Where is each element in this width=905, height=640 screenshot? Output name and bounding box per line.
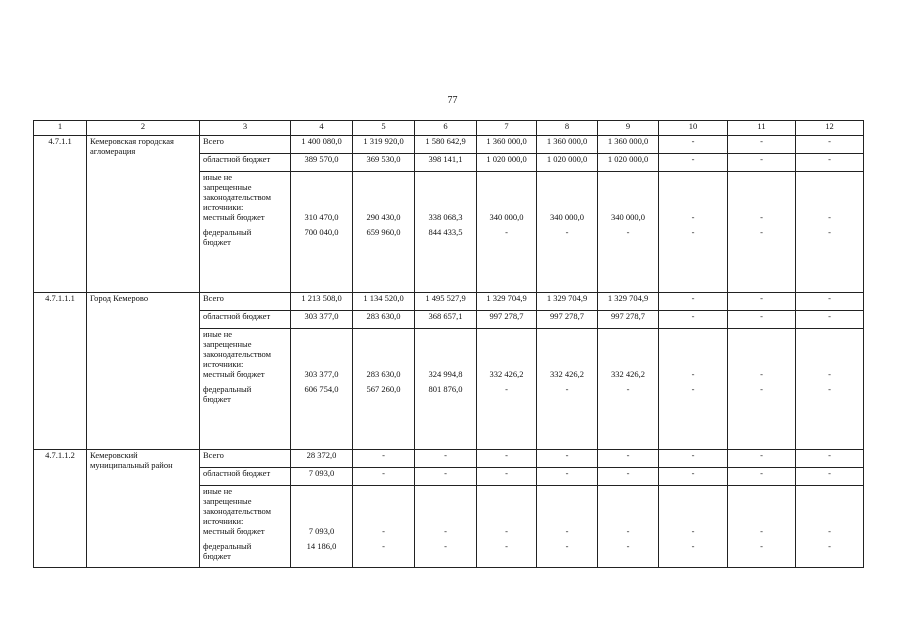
item-name: Кемеровская городская агломерация: [87, 136, 200, 293]
cell-value: -: [598, 450, 659, 468]
cell-value: -: [477, 450, 537, 468]
spacer: [601, 330, 655, 340]
source-label: Всего: [200, 136, 291, 154]
cell-value-group: [415, 329, 477, 450]
cell-value: -: [353, 450, 415, 468]
spacer: [294, 507, 349, 517]
spacer: [731, 497, 792, 507]
cell-value: 1 319 920,0: [353, 136, 415, 154]
cell-value-group: [291, 172, 353, 293]
column-header: 10: [659, 121, 728, 136]
spacer: [356, 330, 411, 340]
local-budget-value: 7 093,0: [308, 526, 335, 536]
table-body: [34, 121, 864, 568]
cell-value-group: [796, 486, 864, 568]
spacer: [540, 173, 594, 183]
spacer: [540, 487, 594, 497]
local-budget-value: 332 426,2: [550, 369, 584, 379]
cell-value: 1 213 508,0: [291, 293, 353, 311]
cell-value-group: [415, 486, 477, 568]
cell-value: -: [659, 450, 728, 468]
federal-budget-label: федеральный: [203, 227, 252, 237]
column-header: 12: [796, 121, 864, 136]
spacer: [799, 350, 860, 360]
spacer: [418, 350, 473, 360]
cell-value-group: [796, 329, 864, 450]
local-budget-value: -: [505, 526, 508, 536]
federal-budget-value: -: [691, 541, 695, 551]
federal-budget-label: федеральный: [203, 384, 252, 394]
spacer: [799, 497, 860, 507]
spacer: [418, 497, 473, 507]
spacer: [601, 507, 655, 517]
source-label: областной бюджет: [200, 154, 291, 172]
cell-value: -: [659, 311, 728, 329]
cell-value: 1 360 000,0: [598, 136, 659, 154]
local-budget-value: -: [626, 526, 630, 536]
federal-budget-value: 801 876,0: [428, 384, 463, 394]
federal-budget-value: -: [565, 541, 569, 551]
spacer: [540, 350, 594, 360]
other-sources-label: законодательством: [203, 192, 272, 202]
spacer: [601, 487, 655, 497]
cell-value-group: [728, 172, 796, 293]
spacer: [540, 193, 594, 203]
federal-budget-value: -: [382, 541, 385, 551]
cell-value-group: [477, 486, 537, 568]
spacer: [662, 193, 724, 203]
federal-budget-value: -: [828, 384, 831, 394]
spacer: [799, 340, 860, 350]
other-sources-label: источники:: [203, 516, 244, 526]
local-budget-value: 310 470,0: [304, 212, 339, 222]
local-budget-value: 340 000,0: [489, 212, 524, 222]
cell-value-group: [598, 329, 659, 450]
spacer: [356, 350, 411, 360]
local-budget-value: 340 000,0: [550, 212, 584, 222]
cell-value: 7 093,0: [291, 468, 353, 486]
cell-value-group: [353, 486, 415, 568]
row-total: [34, 293, 864, 311]
source-label-group: [200, 329, 291, 450]
spacer: [294, 487, 349, 497]
spacer: [662, 183, 724, 193]
cell-value-group: [353, 172, 415, 293]
cell-value: 1 495 527,9: [415, 293, 477, 311]
spacer: [540, 183, 594, 193]
cell-value: 997 278,7: [477, 311, 537, 329]
federal-budget-value: -: [626, 541, 630, 551]
cell-value: 1 329 704,9: [537, 293, 598, 311]
cell-value: 1 329 704,9: [598, 293, 659, 311]
source-label: областной бюджет: [200, 311, 291, 329]
spacer: [294, 497, 349, 507]
local-budget-value: -: [691, 369, 695, 379]
cell-value: -: [796, 154, 864, 172]
spacer: [480, 487, 533, 497]
spacer: [480, 507, 533, 517]
source-label: Всего: [200, 293, 291, 311]
local-budget-value: -: [565, 526, 569, 536]
federal-budget-value: -: [505, 541, 508, 551]
spacer: [356, 193, 411, 203]
header-row: [34, 121, 864, 136]
federal-budget-value: -: [505, 227, 508, 237]
federal-budget-value: 14 186,0: [306, 541, 337, 551]
spacer: [662, 173, 724, 183]
cell-value: 997 278,7: [598, 311, 659, 329]
spacer: [418, 340, 473, 350]
spacer: [662, 507, 724, 517]
federal-budget-value: -: [626, 384, 630, 394]
cell-value: -: [728, 136, 796, 154]
other-sources-label: иные не: [203, 172, 233, 182]
page-number: 77: [447, 95, 458, 106]
spacer: [799, 183, 860, 193]
column-header: 3: [200, 121, 291, 136]
spacer: [601, 173, 655, 183]
cell-value: -: [728, 450, 796, 468]
other-sources-label: запрещенные: [203, 339, 252, 349]
spacer: [601, 350, 655, 360]
spacer: [480, 330, 533, 340]
column-header: 1: [34, 121, 87, 136]
local-budget-value: 324 994,8: [428, 369, 463, 379]
cell-value: -: [537, 468, 598, 486]
federal-budget-value: 659 960,0: [366, 227, 401, 237]
cell-value-group: [537, 329, 598, 450]
local-budget-label: местный бюджет: [203, 369, 265, 379]
federal-budget-value: -: [565, 384, 569, 394]
spacer: [356, 497, 411, 507]
spacer: [356, 487, 411, 497]
local-budget-value: -: [760, 526, 763, 536]
local-budget-value: 340 000,0: [611, 212, 645, 222]
cell-value-group: [291, 486, 353, 568]
local-budget-value: -: [828, 212, 831, 222]
federal-budget-value: 844 433,5: [428, 227, 463, 237]
local-budget-value: 290 430,0: [366, 212, 401, 222]
local-budget-value: -: [760, 212, 763, 222]
cell-value: 1 020 000,0: [598, 154, 659, 172]
cell-value: -: [477, 468, 537, 486]
cell-value: -: [659, 293, 728, 311]
other-sources-label: запрещенные: [203, 496, 252, 506]
spacer: [799, 173, 860, 183]
spacer: [294, 183, 349, 193]
federal-budget-value: -: [691, 384, 695, 394]
spacer: [799, 507, 860, 517]
cell-value: 1 400 080,0: [291, 136, 353, 154]
cell-value: 368 657,1: [415, 311, 477, 329]
federal-budget-value: -: [760, 384, 763, 394]
cell-value: -: [796, 468, 864, 486]
spacer: [294, 193, 349, 203]
federal-budget-value: -: [626, 227, 630, 237]
spacer: [799, 487, 860, 497]
source-label-group: [200, 172, 291, 293]
other-sources-label: иные не: [203, 486, 233, 496]
cell-value: 28 372,0: [291, 450, 353, 468]
spacer: [418, 173, 473, 183]
spacer: [294, 340, 349, 350]
spacer: [356, 183, 411, 193]
spacer: [356, 173, 411, 183]
local-budget-value: -: [828, 526, 831, 536]
spacer: [418, 487, 473, 497]
other-sources-label: источники:: [203, 202, 244, 212]
other-sources-label: законодательством: [203, 349, 272, 359]
cell-value: -: [415, 468, 477, 486]
column-header: 8: [537, 121, 598, 136]
cell-value-group: [353, 329, 415, 450]
row-total: [34, 450, 864, 468]
cell-value: -: [796, 293, 864, 311]
spacer: [662, 487, 724, 497]
cell-value: -: [796, 450, 864, 468]
local-budget-value: 303 377,0: [304, 369, 339, 379]
source-label-group: [200, 486, 291, 568]
federal-budget-value: -: [828, 541, 831, 551]
spacer: [480, 340, 533, 350]
spacer: [601, 183, 655, 193]
spacer: [356, 340, 411, 350]
cell-value: -: [796, 311, 864, 329]
cell-value: -: [728, 468, 796, 486]
spacer: [418, 183, 473, 193]
cell-value: 1 020 000,0: [537, 154, 598, 172]
spacer: [540, 507, 594, 517]
local-budget-value: -: [691, 526, 695, 536]
federal-budget-value: -: [760, 541, 763, 551]
cell-value: -: [537, 450, 598, 468]
column-header: 7: [477, 121, 537, 136]
spacer: [731, 507, 792, 517]
cell-value-group: [291, 329, 353, 450]
spacer: [480, 183, 533, 193]
item-name: Город Кемерово: [87, 293, 200, 450]
other-sources-label: источники:: [203, 359, 244, 369]
cell-value: -: [598, 468, 659, 486]
other-sources-label: законодательством: [203, 506, 272, 516]
cell-value: 997 278,7: [537, 311, 598, 329]
column-header: 6: [415, 121, 477, 136]
local-budget-value: -: [828, 369, 831, 379]
item-name: Кемеровский муниципальный район: [87, 450, 200, 568]
spacer: [294, 350, 349, 360]
cell-value-group: [598, 172, 659, 293]
spacer: [799, 193, 860, 203]
cell-value: 283 630,0: [353, 311, 415, 329]
spacer: [662, 330, 724, 340]
spacer: [480, 497, 533, 507]
cell-value: -: [659, 136, 728, 154]
spacer: [294, 173, 349, 183]
source-label: Всего: [200, 450, 291, 468]
spacer: [540, 330, 594, 340]
column-header: 9: [598, 121, 659, 136]
cell-value: 1 329 704,9: [477, 293, 537, 311]
column-header: 2: [87, 121, 200, 136]
cell-value-group: [796, 172, 864, 293]
federal-budget-value: -: [691, 227, 695, 237]
federal-budget-value: -: [760, 227, 763, 237]
cell-value: -: [728, 311, 796, 329]
federal-budget-value: 606 754,0: [304, 384, 339, 394]
cell-value-group: [537, 486, 598, 568]
spacer: [731, 487, 792, 497]
local-budget-label: местный бюджет: [203, 212, 265, 222]
spacer: [480, 193, 533, 203]
local-budget-label: местный бюджет: [203, 526, 265, 536]
spacer: [662, 497, 724, 507]
federal-budget-label: федеральный: [203, 541, 252, 551]
cell-value: 389 570,0: [291, 154, 353, 172]
local-budget-value: 332 426,2: [611, 369, 645, 379]
federal-budget-label: бюджет: [203, 237, 231, 247]
cell-value: -: [659, 154, 728, 172]
federal-budget-value: -: [444, 541, 447, 551]
federal-budget-value: 567 260,0: [366, 384, 401, 394]
cell-value: -: [415, 450, 477, 468]
cell-value: -: [728, 293, 796, 311]
cell-value-group: [659, 486, 728, 568]
cell-value-group: [415, 172, 477, 293]
federal-budget-value: -: [505, 384, 508, 394]
column-header: 4: [291, 121, 353, 136]
item-code: 4.7.1.1.2: [34, 450, 87, 568]
local-budget-value: -: [382, 526, 385, 536]
budget-table: [33, 120, 864, 568]
spacer: [601, 497, 655, 507]
spacer: [799, 330, 860, 340]
local-budget-value: -: [691, 212, 695, 222]
federal-budget-label: бюджет: [203, 394, 231, 404]
spacer: [731, 183, 792, 193]
cell-value: 303 377,0: [291, 311, 353, 329]
cell-value: 398 141,1: [415, 154, 477, 172]
spacer: [731, 173, 792, 183]
cell-value-group: [728, 329, 796, 450]
spacer: [480, 350, 533, 360]
spacer: [601, 340, 655, 350]
spacer: [418, 193, 473, 203]
spacer: [540, 497, 594, 507]
federal-budget-label: бюджет: [203, 551, 231, 561]
spacer: [601, 193, 655, 203]
cell-value: 1 360 000,0: [477, 136, 537, 154]
cell-value-group: [477, 172, 537, 293]
spacer: [418, 507, 473, 517]
spacer: [731, 193, 792, 203]
federal-budget-value: -: [828, 227, 831, 237]
cell-value: -: [659, 468, 728, 486]
cell-value: 1 580 642,9: [415, 136, 477, 154]
spacer: [356, 507, 411, 517]
row-total: [34, 136, 864, 154]
cell-value-group: [659, 329, 728, 450]
spacer: [418, 330, 473, 340]
local-budget-value: -: [760, 369, 763, 379]
federal-budget-value: -: [565, 227, 569, 237]
federal-budget-value: 700 040,0: [304, 227, 339, 237]
cell-value: 1 360 000,0: [537, 136, 598, 154]
local-budget-value: 283 630,0: [366, 369, 401, 379]
column-header: 5: [353, 121, 415, 136]
item-code: 4.7.1.1: [34, 136, 87, 293]
cell-value-group: [477, 329, 537, 450]
spacer: [480, 173, 533, 183]
local-budget-value: -: [444, 526, 447, 536]
cell-value: -: [353, 468, 415, 486]
cell-value: -: [728, 154, 796, 172]
cell-value-group: [659, 172, 728, 293]
spacer: [731, 340, 792, 350]
local-budget-value: 338 068,3: [428, 212, 463, 222]
spacer: [662, 350, 724, 360]
cell-value: 1 020 000,0: [477, 154, 537, 172]
column-header: 11: [728, 121, 796, 136]
local-budget-value: 332 426,2: [489, 369, 524, 379]
spacer: [731, 330, 792, 340]
other-sources-label: иные не: [203, 329, 233, 339]
other-sources-label: запрещенные: [203, 182, 252, 192]
spacer: [540, 340, 594, 350]
spacer: [294, 330, 349, 340]
item-code: 4.7.1.1.1: [34, 293, 87, 450]
cell-value: 369 530,0: [353, 154, 415, 172]
cell-value-group: [598, 486, 659, 568]
cell-value: -: [796, 136, 864, 154]
spacer: [662, 340, 724, 350]
cell-value-group: [537, 172, 598, 293]
spacer: [731, 350, 792, 360]
source-label: областной бюджет: [200, 468, 291, 486]
cell-value-group: [728, 486, 796, 568]
cell-value: 1 134 520,0: [353, 293, 415, 311]
